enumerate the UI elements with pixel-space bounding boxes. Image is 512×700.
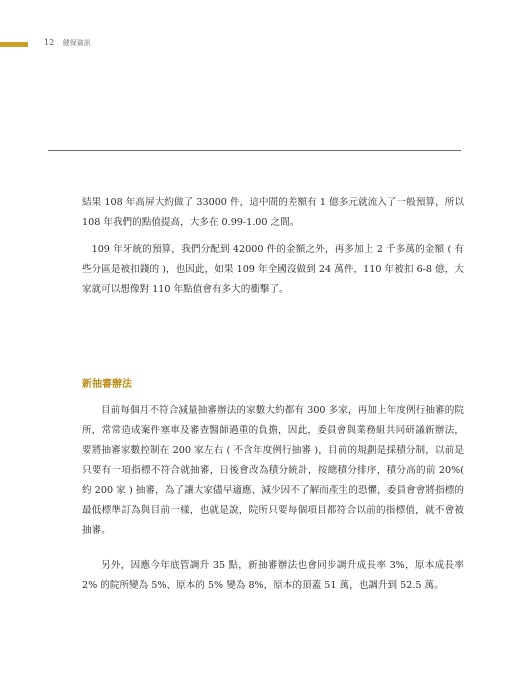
paragraph-3: 目前每個月不符合減量抽審辦法的家數大約都有 300 多家，再加上年度例行抽審的院所，常常造成案件塞車及審查醫師過重的負擔，因此，委員會與業務組共同研議新辦法，要將抽審家數控制在 200 家左右 ( 不含年度例行抽審 )，目前的規劃是採積分制，以前是只要有一項指標不符合就抽審，日後會改為積分統計，按總積分排序，積分高的前 20%( 約 200 家 ) 抽審，為了讓大家儘早適應、減少因不了解而產生的恐懼，委員會會將指標的最低標準訂為與目前一樣，也就是說，院所只要每個項目都符合以前的指標值，就不會被抽審。 [82,405,464,536]
horizontal-rule [48,150,461,151]
paragraph-1: 結果 108 年高屏大約做了 33000 件，這中間的差額有 1 億多元就流入了一般預算，所以 108 年我們的點值提高，大多在 0.99-1.00 之間。 [82,197,464,228]
paragraph-2: 109 年牙統的預算，我們分配到 42000 件的金額之外，再多加上 2 千多萬的金額 ( 有些分區是被扣錢的 )，也因此，如果 109 年全國沒做到 24 萬件，110 年被扣 6-8 億，大家就可以想像對 110 年點值會有多大的衝擊了。 [82,244,464,295]
paragraph-block-1 [82,193,464,233]
page-number: 12 [44,38,55,47]
running-header-title: 健保資訊 [62,39,91,47]
section-heading: 新抽審辦法 [82,379,132,390]
paragraph-block-3 [82,401,464,541]
paragraph-block-4 [82,556,464,596]
paragraph-4: 另外，因應今年底管調升 35 點，新抽審辦法也會同步調升成長率 3%，原本成長率 2% 的院所變為 5%、原本的 5% 變為 8%，原本的頂蓋 51 萬，也調升到 52.5 萬。 [82,560,464,591]
page-header [44,38,91,48]
header-accent-bar [0,42,28,47]
paragraph-block-2 [82,240,464,300]
